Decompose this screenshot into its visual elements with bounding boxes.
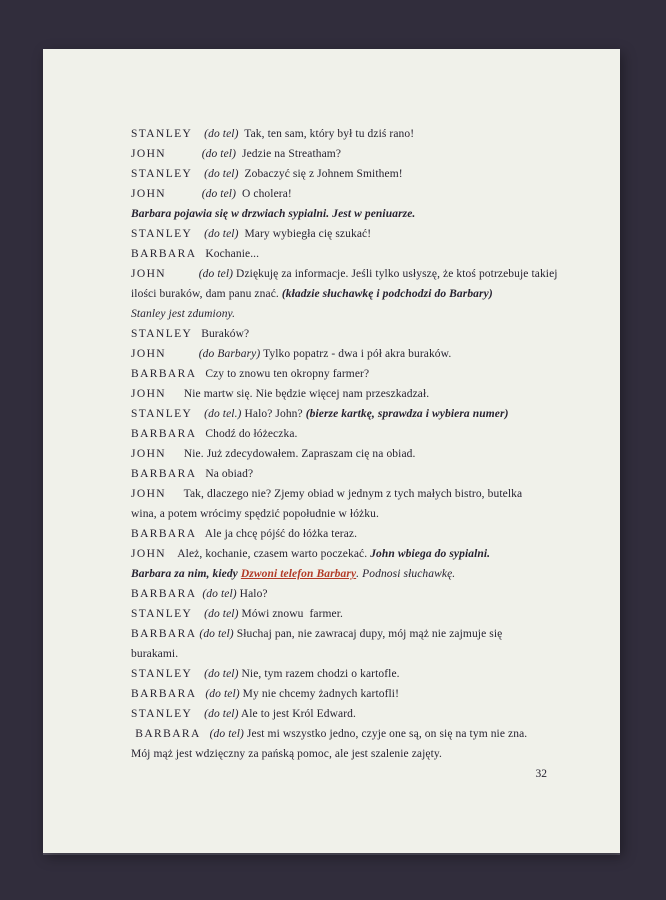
text-segment: BARBARA: [131, 428, 197, 440]
text-segment: (do tel): [198, 268, 234, 280]
text-segment: My nie chcemy żadnych kartofli!: [239, 688, 400, 700]
text-segment: BARBARA: [131, 368, 197, 380]
script-line: [131, 744, 547, 764]
text-segment: (do tel): [204, 128, 239, 140]
script-line: [131, 184, 547, 204]
document-page: [43, 49, 620, 853]
text-segment: (do tel.): [204, 408, 242, 420]
script-line: [131, 404, 547, 424]
text-segment: Mary wybiegła cię szukać!: [238, 228, 372, 240]
text-segment: Ale ja chcę pójść do łóżka teraz.: [196, 528, 358, 540]
text-segment: STANLEY: [131, 608, 193, 620]
text-segment: (do tel): [199, 628, 234, 640]
text-segment: STANLEY: [131, 408, 193, 420]
text-segment: Chodź do łóżeczka.: [196, 428, 298, 440]
script-line: [131, 464, 547, 484]
text-segment: .: [356, 568, 363, 580]
text-segment: JOHN: [131, 188, 166, 200]
text-segment: Czy to znowu ten okropny farmer?: [196, 368, 370, 380]
text-segment: STANLEY: [131, 168, 193, 180]
text-segment: [192, 608, 204, 620]
text-segment: [192, 708, 204, 720]
text-segment: Ależ, kochanie, czasem warto poczekać.: [166, 548, 371, 560]
text-segment: STANLEY: [131, 128, 193, 140]
text-segment: Tak, ten sam, który był tu dziś rano!: [238, 128, 415, 140]
text-segment: [166, 148, 202, 160]
script-line: [131, 324, 547, 344]
text-segment: (do tel): [204, 228, 239, 240]
text-segment: BARBARA: [131, 628, 197, 640]
text-segment: Na obiad?: [196, 468, 254, 480]
text-segment: STANLEY: [131, 228, 193, 240]
text-segment: JOHN: [131, 488, 166, 500]
text-segment: Dziękuję za informacje. Jeśli tylko usłyszę, że ktoś potrzebuje takiej: [233, 268, 558, 280]
text-segment: BARBARA: [131, 528, 197, 540]
text-segment: Nie, tym razem chodzi o kartofle.: [238, 668, 400, 680]
script-line: [131, 524, 547, 544]
script-line: [131, 624, 547, 644]
text-segment: [201, 728, 210, 740]
script-line: [131, 264, 558, 284]
script-line: [131, 204, 547, 224]
text-segment: Halo? John?: [241, 408, 306, 420]
text-segment: (do tel): [201, 148, 237, 160]
text-segment: [166, 188, 202, 200]
text-segment: STANLEY: [131, 328, 193, 340]
script-line: [131, 344, 547, 364]
script-line: [131, 604, 547, 624]
text-segment: (do tel): [204, 668, 239, 680]
text-segment: Mój mąż jest wdzięczny za pańską pomoc, ale jest szalenie zajęty.: [131, 748, 443, 760]
text-segment: Mówi znowu farmer.: [238, 608, 344, 620]
text-segment: Barbara za nim, kiedy: [131, 568, 241, 580]
script-line: [131, 664, 547, 684]
text-segment: JOHN: [131, 448, 166, 460]
text-segment: ilości buraków, dam panu znać.: [131, 288, 282, 300]
text-segment: JOHN: [131, 148, 166, 160]
script-line: [131, 284, 547, 304]
text-segment: Ale to jest Król Edward.: [238, 708, 356, 720]
text-segment: (do tel): [205, 688, 240, 700]
text-segment: (do tel): [204, 608, 239, 620]
script-line: [131, 364, 547, 384]
text-segment: [192, 408, 204, 420]
text-segment: John wbiega do sypialni.: [370, 548, 491, 560]
script-line: [131, 444, 547, 464]
script-line: [131, 124, 547, 144]
script-line: [131, 424, 547, 444]
script-line: [131, 484, 547, 504]
text-segment: Halo?: [236, 588, 268, 600]
text-segment: [166, 268, 199, 280]
text-segment: [196, 688, 205, 700]
text-segment: Nie. Już zdecydowałem. Zapraszam cię na obiad.: [166, 448, 416, 460]
text-segment: (kładzie słuchawkę i podchodzi do Barbary): [281, 288, 493, 300]
page-number: 32: [535, 768, 547, 780]
text-segment: JOHN: [131, 548, 166, 560]
script-content: [131, 124, 558, 784]
script-line: [131, 644, 547, 664]
text-segment: (do Barbary): [198, 348, 261, 360]
text-segment: (do tel): [202, 588, 237, 600]
text-segment: [192, 168, 204, 180]
text-segment: STANLEY: [131, 668, 193, 680]
script-line: [131, 504, 547, 524]
script-line: [131, 144, 547, 164]
text-segment: BARBARA: [131, 248, 197, 260]
script-line: [131, 224, 547, 244]
script-line: [131, 384, 547, 404]
text-segment: Tak, dlaczego nie? Zjemy obiad w jednym z tych małych bistro, butelka: [166, 488, 523, 500]
text-segment: Słuchaj pan, nie zawracaj dupy, mój mąż nie zajmuje się: [233, 628, 503, 640]
text-segment: STANLEY: [131, 708, 193, 720]
text-segment: (do tel): [209, 728, 244, 740]
script-line: [131, 724, 547, 744]
text-segment: Podnosi słuchawkę.: [362, 568, 456, 580]
text-segment: Jest mi wszystko jedno, czyje one są, on się na tym nie zna.: [243, 728, 528, 740]
text-segment: Zobaczyć się z Johnem Smithem!: [238, 168, 403, 180]
text-segment: wina, a potem wrócimy spędzić popołudnie w łóżku.: [131, 508, 379, 520]
text-segment: (do tel): [201, 188, 237, 200]
text-segment: Jedzie na Streatham?: [236, 148, 342, 160]
text-segment: BARBARA: [131, 688, 197, 700]
script-line: [131, 684, 547, 704]
text-segment: Stanley jest zdumiony.: [131, 308, 236, 320]
text-segment: Buraków?: [192, 328, 250, 340]
text-segment: (do tel): [204, 168, 239, 180]
text-segment: Nie martw się. Nie będzie więcej nam przeszkadzał.: [166, 388, 430, 400]
text-segment: (bierze kartkę, sprawdza i wybiera numer): [305, 408, 509, 420]
text-segment: Barbara pojawia się w drzwiach sypialni. Jest w peniuarze.: [131, 208, 416, 220]
text-segment: BARBARA: [131, 468, 197, 480]
script-line: [131, 564, 547, 584]
text-segment: BARBARA: [131, 588, 197, 600]
text-segment: JOHN: [131, 348, 166, 360]
text-segment: BARBARA: [131, 728, 201, 740]
script-line: [131, 304, 547, 324]
script-line: [131, 244, 547, 264]
script-line: [131, 544, 547, 564]
text-segment: JOHN: [131, 268, 166, 280]
phone-ring-highlight: Dzwoni telefon Barbary: [240, 568, 357, 580]
text-segment: Tylko popatrz - dwa i pół akra buraków.: [260, 348, 452, 360]
text-segment: [192, 228, 204, 240]
text-segment: JOHN: [131, 388, 166, 400]
text-segment: [166, 348, 199, 360]
script-line: [131, 704, 547, 724]
script-line: [131, 164, 547, 184]
script-lines: [131, 124, 558, 764]
script-line: [131, 584, 547, 604]
text-segment: [192, 128, 204, 140]
text-segment: burakami.: [131, 648, 179, 660]
text-segment: [192, 668, 204, 680]
text-segment: Kochanie...: [196, 248, 260, 260]
text-segment: O cholera!: [236, 188, 292, 200]
text-segment: (do tel): [204, 708, 239, 720]
